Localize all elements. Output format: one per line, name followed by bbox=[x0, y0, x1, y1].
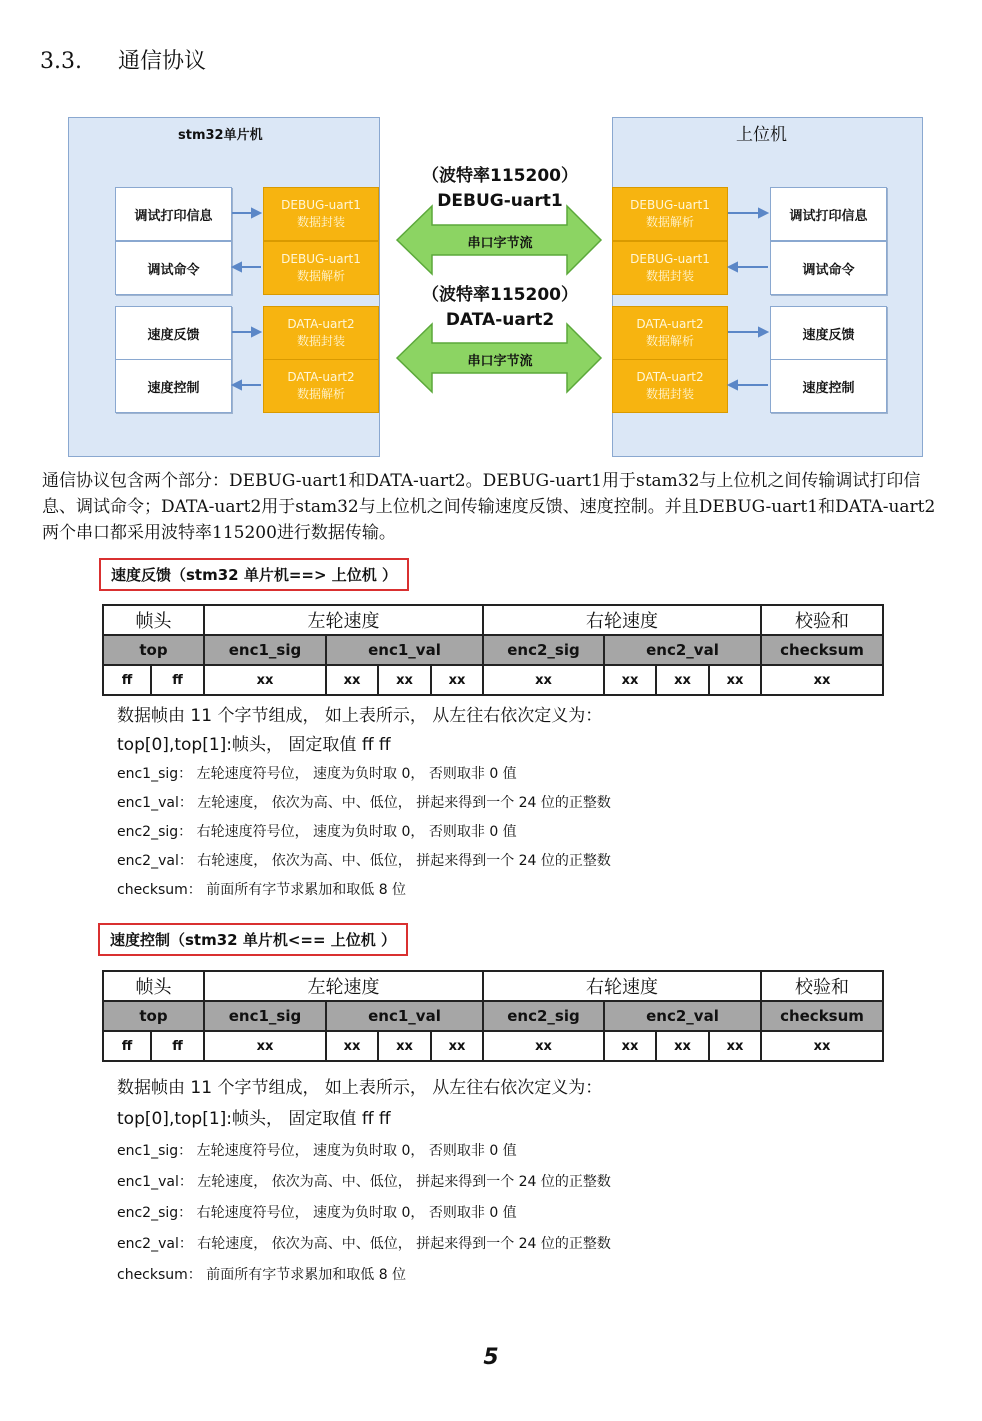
sub-cell: top bbox=[103, 635, 204, 665]
box-line: DATA-uart2 bbox=[636, 317, 704, 331]
right-speed-control-box: 速度控制 bbox=[770, 359, 887, 413]
sub-cell: enc1_val bbox=[326, 1001, 483, 1031]
section-number: 3.3. bbox=[40, 49, 82, 74]
value-cell: xx bbox=[378, 665, 431, 695]
value-cell: xx bbox=[431, 1031, 483, 1061]
value-cell: xx bbox=[483, 665, 604, 695]
box-line: 数据封装 bbox=[645, 269, 694, 283]
right-debug-cmd-box: 调试命令 bbox=[770, 241, 887, 295]
left-speed-control-box: 速度控制 bbox=[115, 359, 232, 413]
box-line: 数据封装 bbox=[296, 215, 345, 229]
arrow-head-icon bbox=[233, 263, 241, 271]
box-line: DEBUG-uart1 bbox=[630, 198, 710, 212]
header-cell: 帧头 bbox=[103, 605, 204, 635]
box-line: DATA-uart2 bbox=[287, 317, 355, 331]
sub-cell: enc2_val bbox=[604, 1001, 761, 1031]
value-cell: xx bbox=[326, 1031, 378, 1061]
value-cell: xx bbox=[761, 1031, 883, 1061]
value-cell: xx bbox=[761, 665, 883, 695]
sub-cell: top bbox=[103, 1001, 204, 1031]
sub-cell: enc2_val bbox=[604, 635, 761, 665]
header-cell: 右轮速度 bbox=[483, 605, 761, 635]
arrow-head-icon bbox=[759, 328, 767, 336]
value-cell: xx bbox=[378, 1031, 431, 1061]
value-cell: xx bbox=[656, 1031, 709, 1061]
desc-line: enc1_sig： 左轮速度符号位， 速度为负时取 0， 否则取非 0 值 bbox=[117, 1143, 517, 1159]
box-line: 数据解析 bbox=[645, 215, 694, 229]
header-cell: 校验和 bbox=[761, 605, 883, 635]
arrow-head-icon bbox=[252, 328, 260, 336]
header-cell: 右轮速度 bbox=[483, 971, 761, 1001]
arrow-head-icon bbox=[729, 263, 737, 271]
host-panel-title: 上位机 bbox=[736, 125, 787, 145]
value-cell: ff bbox=[103, 1031, 151, 1061]
value-cell: xx bbox=[604, 665, 656, 695]
arrow-head-icon bbox=[729, 381, 737, 389]
frame2-description bbox=[117, 1074, 611, 1291]
left-debug-cmd-box: 调试命令 bbox=[115, 241, 232, 295]
frame2-table bbox=[102, 970, 884, 1062]
page-number: 5 bbox=[483, 1345, 499, 1370]
desc-line: enc1_val： 左轮速度， 依次为高、中、低位， 拼起来得到一个 24 位的正整数 bbox=[117, 1174, 611, 1190]
sub-cell: enc1_sig bbox=[204, 635, 326, 665]
link1-label: 串口字节流 bbox=[467, 236, 533, 251]
desc-line: enc2_val： 右轮速度， 依次为高、中、低位， 拼起来得到一个 24 位的正整数 bbox=[117, 1236, 611, 1252]
value-cell: xx bbox=[656, 665, 709, 695]
box-line: 数据解析 bbox=[296, 269, 345, 283]
value-cell: xx bbox=[709, 1031, 761, 1061]
right-debug-print-box: 调试打印信息 bbox=[770, 187, 887, 241]
desc-line: 数据帧由 11 个字节组成， 如上表所示， 从左往右依次定义为： bbox=[117, 706, 603, 726]
box-line: 数据封装 bbox=[296, 334, 345, 348]
value-cell: xx bbox=[326, 665, 378, 695]
frame1-table bbox=[102, 604, 884, 696]
frame2-tag: 速度控制（stm32 单片机<== 上位机 ） bbox=[98, 923, 408, 956]
left-speed-feedback-box: 速度反馈 bbox=[115, 306, 232, 360]
arrow-head-icon bbox=[233, 381, 241, 389]
desc-line: checksum： 前面所有字节求累加和取低 8 位 bbox=[117, 882, 407, 898]
box-line: DEBUG-uart1 bbox=[281, 198, 361, 212]
box-line: DATA-uart2 bbox=[287, 370, 355, 384]
desc-line: top[0],top[1]:帧头， 固定取值 ff ff bbox=[117, 735, 391, 755]
header-cell: 左轮速度 bbox=[204, 605, 483, 635]
value-cell: ff bbox=[151, 665, 204, 695]
box-line: 数据解析 bbox=[296, 387, 345, 401]
protocol-description: 通信协议包含两个部分：DEBUG-uart1和DATA-uart2。DEBUG-uart1用于stam32与上位机之间传输调试打印信息、调试命令；DATA-uart2用于stam32与上位机之间传输速度反馈、速度控制。并且DEBUG-uart1和DATA-uart2两个串口都采用波特率115200进行数据传输。 bbox=[42, 471, 936, 543]
value-cell: xx bbox=[604, 1031, 656, 1061]
box-line: DATA-uart2 bbox=[636, 370, 704, 384]
link2-label: 串口字节流 bbox=[467, 354, 533, 369]
value-cell: ff bbox=[103, 665, 151, 695]
stm32-panel-title: stm32单片机 bbox=[178, 128, 263, 143]
value-cell: xx bbox=[483, 1031, 604, 1061]
sub-cell: checksum bbox=[761, 1001, 883, 1031]
arrow-head-icon bbox=[252, 209, 260, 217]
header-cell: 校验和 bbox=[761, 971, 883, 1001]
desc-line: top[0],top[1]:帧头， 固定取值 ff ff bbox=[117, 1109, 391, 1129]
desc-line: enc2_sig： 右轮速度符号位， 速度为负时取 0， 否则取非 0 值 bbox=[117, 1205, 517, 1221]
desc-line: enc2_val： 右轮速度， 依次为高、中、低位， 拼起来得到一个 24 位的正整数 bbox=[117, 853, 611, 869]
flow-arrows bbox=[0, 0, 982, 460]
right-speed-feedback-box: 速度反馈 bbox=[770, 306, 887, 360]
header-cell: 左轮速度 bbox=[204, 971, 483, 1001]
sub-cell: checksum bbox=[761, 635, 883, 665]
desc-line: checksum： 前面所有字节求累加和取低 8 位 bbox=[117, 1267, 407, 1283]
box-line: DEBUG-uart1 bbox=[630, 252, 710, 266]
sub-cell: enc2_sig bbox=[483, 635, 604, 665]
left-debug-print-box: 调试打印信息 bbox=[115, 187, 232, 241]
desc-line: enc1_sig： 左轮速度符号位， 速度为负时取 0， 否则取非 0 值 bbox=[117, 766, 517, 782]
link2-baud: （波特率115200） bbox=[422, 285, 578, 305]
sub-cell: enc1_sig bbox=[204, 1001, 326, 1031]
header-cell: 帧头 bbox=[103, 971, 204, 1001]
section-title: 通信协议 bbox=[118, 49, 207, 74]
link1-baud: （波特率115200） bbox=[422, 166, 578, 186]
value-cell: xx bbox=[431, 665, 483, 695]
value-cell: xx bbox=[204, 1031, 326, 1061]
box-line: DEBUG-uart1 bbox=[281, 252, 361, 266]
value-cell: xx bbox=[709, 665, 761, 695]
desc-line: 数据帧由 11 个字节组成， 如上表所示， 从左往右依次定义为： bbox=[117, 1078, 603, 1098]
frame1-tag: 速度反馈（stm32 单片机==> 上位机 ） bbox=[99, 558, 409, 591]
desc-line: enc2_sig： 右轮速度符号位， 速度为负时取 0， 否则取非 0 值 bbox=[117, 824, 517, 840]
value-cell: ff bbox=[151, 1031, 204, 1061]
box-line: 数据解析 bbox=[645, 334, 694, 348]
link1-name: DEBUG-uart1 bbox=[437, 191, 563, 211]
value-cell: xx bbox=[204, 665, 326, 695]
link2-name: DATA-uart2 bbox=[445, 310, 555, 330]
box-line: 数据封装 bbox=[645, 387, 694, 401]
sub-cell: enc2_sig bbox=[483, 1001, 604, 1031]
arrow-head-icon bbox=[759, 209, 767, 217]
sub-cell: enc1_val bbox=[326, 635, 483, 665]
frame1-description bbox=[117, 702, 611, 905]
desc-line: enc1_val： 左轮速度， 依次为高、中、低位， 拼起来得到一个 24 位的正整数 bbox=[117, 795, 611, 811]
